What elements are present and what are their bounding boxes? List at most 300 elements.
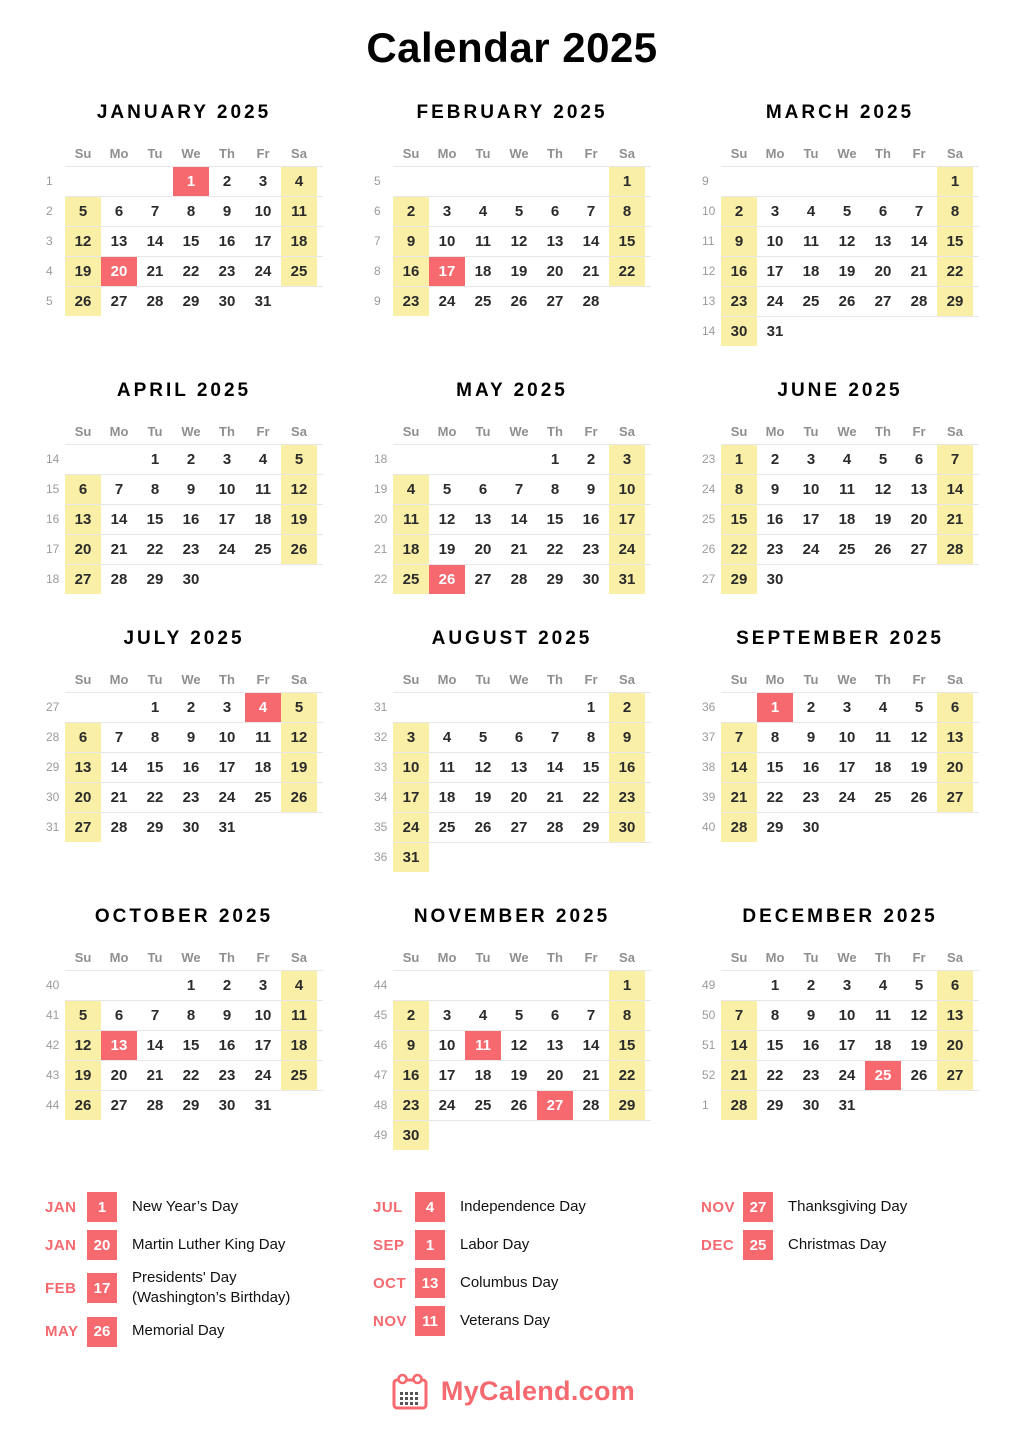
- day-cell: [537, 1121, 573, 1150]
- day-cell: 31: [766, 323, 784, 340]
- month-title: SEPTEMBER 2025: [736, 628, 944, 649]
- legend-holiday-name: New Year’s Day: [132, 1197, 239, 1215]
- day-cell: [245, 565, 281, 594]
- day-header-cell: Tu: [147, 145, 163, 161]
- week-number: 14: [46, 452, 60, 466]
- day-cell: 9: [222, 203, 232, 220]
- day-cell: 5: [281, 445, 317, 474]
- day-cell: 16: [182, 759, 200, 776]
- day-cell: 17: [802, 511, 820, 528]
- week-row: [701, 534, 979, 564]
- day-header-cell: Tu: [475, 145, 491, 161]
- day-cell: 22: [766, 789, 784, 806]
- legend-day-badge: 13: [415, 1268, 445, 1298]
- day-cell: 30: [721, 317, 757, 346]
- day-cell: [609, 1121, 645, 1150]
- week-number-spacer: [373, 666, 393, 692]
- day-header-row: [373, 666, 651, 692]
- week-number: 15: [46, 482, 60, 496]
- day-cell: 20: [874, 263, 892, 280]
- day-cell: 9: [806, 729, 816, 746]
- day-header-cell: Su: [74, 423, 92, 439]
- day-cell: 11: [281, 197, 317, 226]
- week-row: [45, 534, 323, 564]
- week-row: [373, 1060, 651, 1090]
- day-cell: 26: [510, 1097, 528, 1114]
- week-row: [45, 970, 323, 1000]
- week-number: 4: [46, 264, 53, 278]
- day-cell: [429, 167, 465, 196]
- day-header-cell: Mo: [109, 423, 129, 439]
- day-cell: [501, 843, 537, 872]
- day-cell: 26: [510, 293, 528, 310]
- day-cell: 31: [254, 1097, 272, 1114]
- week-row: [701, 256, 979, 286]
- legend-holiday-name: Veterans Day: [460, 1311, 551, 1329]
- day-cell: 6: [914, 451, 924, 468]
- day-cell: 8: [721, 475, 757, 504]
- day-cell: 4: [281, 971, 317, 1000]
- day-cell: [901, 167, 937, 196]
- day-cell: [937, 317, 973, 346]
- month-title: DECEMBER 2025: [742, 906, 938, 927]
- day-cell: 24: [609, 535, 645, 564]
- week-row: [373, 504, 651, 534]
- day-header-cell: Sa: [619, 671, 635, 687]
- day-header-cell: Sa: [619, 423, 635, 439]
- day-cell: 9: [721, 227, 757, 256]
- site-name[interactable]: MyCalend.com: [440, 1376, 636, 1406]
- week-number: 42: [46, 1038, 60, 1052]
- day-cell: [393, 445, 429, 474]
- legend-holiday-name: Independence Day: [460, 1197, 586, 1215]
- week-number: 11: [702, 234, 715, 248]
- day-cell: 13: [65, 753, 101, 782]
- day-cell: 26: [838, 293, 856, 310]
- day-cell: 17: [766, 263, 784, 280]
- day-cell: [393, 693, 429, 722]
- day-cell: 15: [937, 227, 973, 256]
- day-cell: 5: [842, 203, 852, 220]
- day-header-cell: Sa: [291, 949, 307, 965]
- week-number: 3: [46, 234, 53, 248]
- day-cell: 27: [110, 1097, 128, 1114]
- day-header-cell: Tu: [803, 949, 819, 965]
- day-cell: 10: [254, 203, 272, 220]
- day-header-cell: Fr: [256, 423, 270, 439]
- day-cell: 10: [393, 753, 429, 782]
- legend-item: [373, 1192, 651, 1222]
- day-cell: 13: [101, 1031, 137, 1060]
- month-block: [45, 380, 323, 594]
- day-cell: 14: [110, 511, 128, 528]
- day-cell: 23: [218, 1067, 236, 1084]
- day-cell: 3: [258, 977, 268, 994]
- day-cell: 27: [546, 293, 564, 310]
- legend-month-label: DEC: [701, 1236, 735, 1254]
- month-title: MAY 2025: [456, 380, 568, 401]
- day-cell: 25: [474, 293, 492, 310]
- day-cell: 13: [65, 505, 101, 534]
- day-cell: 22: [721, 535, 757, 564]
- week-number: 34: [374, 790, 388, 804]
- day-cell: 4: [842, 451, 852, 468]
- week-row: [45, 1090, 323, 1120]
- day-cell: 29: [546, 571, 564, 588]
- day-cell: 9: [186, 729, 196, 746]
- day-header-cell: Sa: [947, 671, 963, 687]
- week-number: 44: [46, 1098, 60, 1112]
- day-cell: 24: [802, 541, 820, 558]
- day-header-cell: Su: [730, 423, 748, 439]
- day-cell: 19: [910, 1037, 928, 1054]
- day-cell: 21: [721, 1061, 757, 1090]
- day-cell: 1: [721, 445, 757, 474]
- day-header-cell: Su: [74, 671, 92, 687]
- legend-day-badge: 4: [415, 1192, 445, 1222]
- day-cell: 10: [766, 233, 784, 250]
- day-cell: 27: [937, 783, 973, 812]
- day-cell: 16: [218, 233, 236, 250]
- day-cell: 8: [150, 481, 160, 498]
- day-cell: 23: [766, 541, 784, 558]
- week-row: [701, 1090, 979, 1120]
- legend-column: [45, 1192, 323, 1355]
- week-number: 36: [702, 700, 716, 714]
- day-cell: 28: [937, 535, 973, 564]
- day-header-cell: Tu: [147, 671, 163, 687]
- day-cell: [829, 813, 865, 842]
- day-cell: [465, 843, 501, 872]
- week-number: 37: [702, 730, 716, 744]
- week-number-spacer: [701, 666, 721, 692]
- day-cell: [609, 843, 645, 872]
- day-cell: 24: [254, 263, 272, 280]
- day-cell: 12: [474, 759, 492, 776]
- day-header-row: [701, 944, 979, 970]
- week-number: 14: [702, 324, 716, 338]
- day-cell: 1: [609, 971, 645, 1000]
- day-cell: 21: [582, 263, 600, 280]
- day-cell: 18: [474, 263, 492, 280]
- day-cell: 21: [546, 789, 564, 806]
- day-cell: 24: [438, 1097, 456, 1114]
- day-cell: 29: [766, 819, 784, 836]
- week-number: 25: [702, 512, 716, 526]
- day-cell: [137, 167, 173, 196]
- week-number: 41: [46, 1008, 60, 1022]
- day-cell: [281, 287, 317, 316]
- day-cell: 15: [609, 1031, 645, 1060]
- day-cell: 19: [281, 505, 317, 534]
- week-row: [373, 534, 651, 564]
- day-cell: 5: [65, 1001, 101, 1030]
- day-header-cell: Tu: [803, 145, 819, 161]
- day-cell: [209, 565, 245, 594]
- day-header-cell: Fr: [256, 145, 270, 161]
- legend-day-badge: 25: [743, 1230, 773, 1260]
- day-cell: 1: [173, 167, 209, 196]
- week-row: [701, 722, 979, 752]
- day-cell: 28: [910, 293, 928, 310]
- week-number: 52: [702, 1068, 716, 1082]
- legend-day-badge: 1: [87, 1192, 117, 1222]
- week-number: 26: [702, 542, 716, 556]
- day-cell: 23: [721, 287, 757, 316]
- day-cell: 22: [146, 541, 164, 558]
- legend-item: [701, 1230, 979, 1260]
- day-cell: 10: [802, 481, 820, 498]
- day-cell: 19: [838, 263, 856, 280]
- day-cell: 17: [254, 233, 272, 250]
- day-cell: 8: [150, 729, 160, 746]
- day-cell: [573, 1121, 609, 1150]
- day-cell: [281, 565, 317, 594]
- day-cell: [937, 1091, 973, 1120]
- day-header-cell: Th: [875, 949, 891, 965]
- day-cell: 26: [429, 565, 465, 594]
- day-cell: 22: [146, 789, 164, 806]
- day-cell: [901, 317, 937, 346]
- week-number: 45: [374, 1008, 388, 1022]
- day-header-cell: Mo: [109, 671, 129, 687]
- legend-month-label: NOV: [701, 1198, 736, 1216]
- day-cell: 3: [393, 723, 429, 752]
- day-cell: 28: [146, 1097, 164, 1114]
- day-header-row: [45, 666, 323, 692]
- day-header-cell: Mo: [437, 423, 457, 439]
- day-cell: 2: [222, 173, 232, 190]
- day-cell: 26: [281, 783, 317, 812]
- day-cell: [537, 693, 573, 722]
- day-header-cell: Tu: [475, 671, 491, 687]
- day-cell: 2: [609, 693, 645, 722]
- day-header-cell: Sa: [291, 145, 307, 161]
- day-cell: 17: [609, 505, 645, 534]
- day-header-cell: Fr: [256, 949, 270, 965]
- day-cell: 18: [438, 789, 456, 806]
- week-row: [45, 564, 323, 594]
- week-row: [373, 444, 651, 474]
- day-cell: 2: [770, 451, 780, 468]
- day-cell: [501, 1121, 537, 1150]
- day-cell: 18: [874, 1037, 892, 1054]
- day-header-cell: Su: [74, 145, 92, 161]
- day-cell: [865, 317, 901, 346]
- day-header-cell: Fr: [256, 671, 270, 687]
- day-header-cell: We: [509, 423, 529, 439]
- day-cell: 23: [802, 789, 820, 806]
- day-cell: 4: [806, 203, 816, 220]
- week-row: [373, 842, 651, 872]
- day-header-row: [45, 418, 323, 444]
- day-header-cell: Mo: [109, 949, 129, 965]
- day-header-cell: Sa: [619, 949, 635, 965]
- week-number: 1: [46, 174, 53, 188]
- day-header-cell: Fr: [584, 671, 598, 687]
- day-cell: 10: [218, 729, 236, 746]
- day-cell: [281, 813, 317, 842]
- day-cell: 29: [182, 293, 200, 310]
- day-cell: 10: [609, 475, 645, 504]
- day-header-cell: We: [509, 145, 529, 161]
- legend-holiday-name: Martin Luther King Day: [132, 1235, 286, 1253]
- week-number: 2: [46, 204, 53, 218]
- day-cell: [465, 167, 501, 196]
- day-cell: 23: [609, 783, 645, 812]
- week-row: [45, 286, 323, 316]
- day-cell: 11: [255, 729, 271, 746]
- day-cell: 29: [182, 1097, 200, 1114]
- day-cell: 3: [842, 977, 852, 994]
- week-number-spacer: [701, 944, 721, 970]
- day-cell: 1: [150, 451, 160, 468]
- legend-month-label: MAY: [45, 1323, 79, 1340]
- day-header-row: [373, 140, 651, 166]
- day-cell: 5: [281, 693, 317, 722]
- day-cell: 1: [609, 167, 645, 196]
- day-header-cell: We: [509, 949, 529, 965]
- day-cell: 13: [510, 759, 528, 776]
- day-cell: 4: [281, 167, 317, 196]
- month-block: [45, 906, 323, 1120]
- week-number: 13: [702, 294, 716, 308]
- day-cell: 7: [150, 203, 160, 220]
- day-cell: 26: [910, 789, 928, 806]
- week-row: [701, 286, 979, 316]
- day-cell: 19: [510, 1067, 528, 1084]
- day-header-row: [45, 140, 323, 166]
- day-cell: [501, 167, 537, 196]
- day-cell: [721, 693, 757, 722]
- day-cell: 3: [806, 451, 816, 468]
- day-cell: 2: [393, 1001, 429, 1030]
- week-number: 5: [374, 174, 381, 188]
- day-cell: 28: [721, 1091, 757, 1120]
- day-cell: 19: [874, 511, 892, 528]
- legend-month-label: OCT: [373, 1274, 407, 1292]
- day-cell: 20: [937, 1031, 973, 1060]
- week-row: [701, 226, 979, 256]
- day-cell: 17: [838, 1037, 856, 1054]
- day-cell: 20: [101, 257, 137, 286]
- legend-holiday-name: Columbus Day: [460, 1273, 559, 1291]
- day-header-cell: Su: [402, 949, 420, 965]
- day-cell: 10: [438, 233, 456, 250]
- day-cell: 14: [110, 759, 128, 776]
- week-row: [373, 1000, 651, 1030]
- day-cell: 30: [582, 571, 600, 588]
- week-number: 38: [702, 760, 716, 774]
- week-number-spacer: [45, 666, 65, 692]
- day-cell: 17: [438, 1067, 456, 1084]
- day-cell: [429, 693, 465, 722]
- day-cell: 19: [65, 1061, 101, 1090]
- week-number: 23: [702, 452, 716, 466]
- day-cell: 22: [937, 257, 973, 286]
- day-cell: 8: [770, 1007, 780, 1024]
- day-cell: 6: [478, 481, 488, 498]
- day-cell: 28: [146, 293, 164, 310]
- day-header-row: [701, 418, 979, 444]
- day-header-cell: Tu: [147, 423, 163, 439]
- day-cell: 17: [218, 511, 236, 528]
- day-cell: 24: [838, 1067, 856, 1084]
- day-cell: 15: [721, 505, 757, 534]
- day-cell: 30: [802, 819, 820, 836]
- day-cell: 24: [766, 293, 784, 310]
- week-number: 20: [374, 512, 388, 526]
- day-cell: 16: [582, 511, 600, 528]
- day-cell: 18: [474, 1067, 492, 1084]
- site-logo[interactable]: [45, 1371, 979, 1413]
- day-header-cell: Fr: [912, 423, 926, 439]
- legend-item: [45, 1192, 323, 1222]
- day-cell: 9: [770, 481, 780, 498]
- week-row: [701, 692, 979, 722]
- day-cell: 2: [186, 699, 196, 716]
- day-cell: [721, 167, 757, 196]
- month-title: JANUARY 2025: [96, 102, 272, 123]
- day-cell: 21: [146, 1067, 164, 1084]
- day-cell: 23: [182, 541, 200, 558]
- week-row: [701, 752, 979, 782]
- week-number: 22: [374, 572, 388, 586]
- day-cell: 30: [182, 819, 200, 836]
- day-cell: 29: [766, 1097, 784, 1114]
- week-number: 46: [374, 1038, 388, 1052]
- day-cell: [537, 971, 573, 1000]
- day-cell: 19: [281, 753, 317, 782]
- day-cell: 10: [218, 481, 236, 498]
- day-cell: 6: [550, 1007, 560, 1024]
- legend-item: [373, 1268, 651, 1298]
- week-number: 10: [702, 204, 716, 218]
- week-row: [373, 1120, 651, 1150]
- day-cell: 27: [510, 819, 528, 836]
- day-cell: 15: [182, 1037, 200, 1054]
- week-number: 51: [702, 1038, 716, 1052]
- calendar-icon: [389, 1371, 431, 1413]
- day-cell: 28: [582, 293, 600, 310]
- day-cell: 2: [186, 451, 196, 468]
- day-cell: 7: [514, 481, 524, 498]
- day-cell: 12: [838, 233, 856, 250]
- day-cell: 27: [65, 565, 101, 594]
- week-number: 8: [374, 264, 381, 278]
- day-cell: 26: [474, 819, 492, 836]
- day-cell: 31: [609, 565, 645, 594]
- week-number: 21: [374, 542, 388, 556]
- month-title: JUNE 2025: [777, 380, 903, 401]
- day-cell: 21: [146, 263, 164, 280]
- day-cell: 17: [254, 1037, 272, 1054]
- legend-holiday-name: Presidents' Day (Washington’s Birthday): [132, 1269, 291, 1307]
- day-cell: 18: [802, 263, 820, 280]
- day-header-cell: Tu: [803, 671, 819, 687]
- day-cell: 3: [222, 699, 232, 716]
- day-cell: 2: [222, 977, 232, 994]
- day-cell: 7: [721, 1001, 757, 1030]
- day-cell: 14: [910, 233, 928, 250]
- day-cell: 22: [609, 1061, 645, 1090]
- day-cell: [937, 813, 973, 842]
- week-number: 30: [46, 790, 60, 804]
- day-cell: [901, 813, 937, 842]
- day-cell: 30: [802, 1097, 820, 1114]
- day-cell: 11: [803, 233, 819, 250]
- day-header-cell: We: [837, 671, 857, 687]
